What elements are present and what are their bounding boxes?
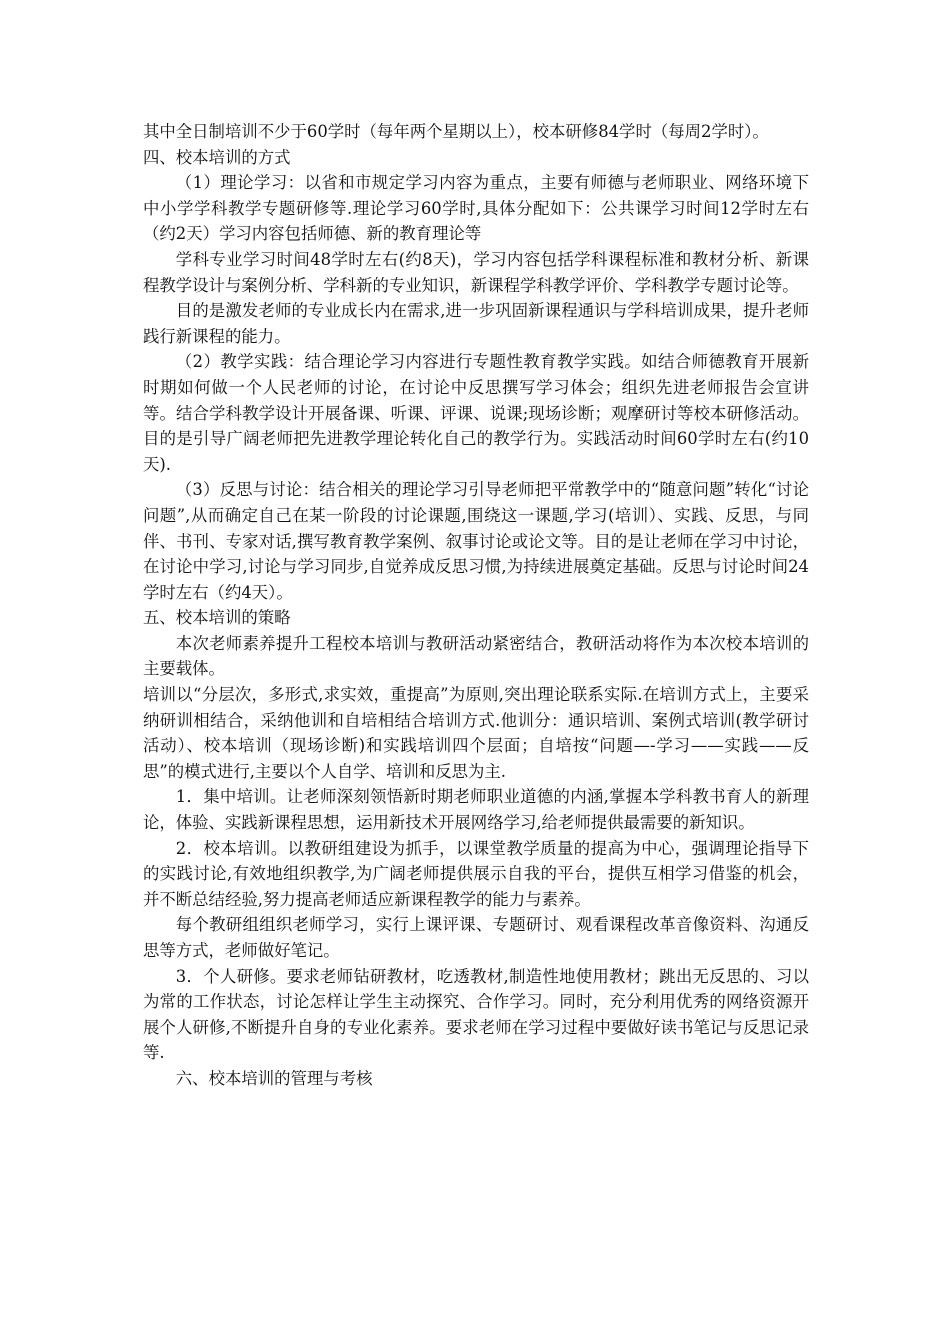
- paragraph-individual-study: 3．个人研修。要求老师钻研教材，吃透教材,制造性地使用教材；跳出无反思的、习以为常的工作状态，讨论怎样让学生主动探究、合作学习。同时，充分利用优秀的网络资源开展个人研修,不断提升自身的专业化素养。要求老师在学习过程中要做好读书笔记与反思记录等.: [143, 966, 809, 1063]
- paragraph-theory-study: （1）理论学习：以省和市规定学习内容为重点，主要有师德与老师职业、网络环境下中小学学科教学专题研修等.理论学习60学时,具体分配如下：公共课学习时间12学时左右（约2天）学习内容包括师德、新的教育理论等: [143, 173, 809, 244]
- document-body: [143, 119, 809, 1092]
- paragraph-school-based-training: 2．校本培训。以教研组建设为抓手，以课堂教学质量的提高为中心，强调理论指导下的实践讨论,有效地组织教学,为广阔老师提供展示自我的平台，提供互相学习借鉴的机会，并不断总结经验,努力提高老师适应新课程教学的能力与素养。: [143, 838, 809, 909]
- section-heading-training-strategy: 五、校本培训的策略: [143, 608, 291, 628]
- paragraph-centralized-training: 1．集中培训。让老师深刻领悟新时期老师职业道德的内涵,掌握本学科教书育人的新理论，体验、实践新课程思想，运用新技术开展网络学习,给老师提供最需要的新知识。: [143, 787, 809, 833]
- paragraph-purpose: 目的是激发老师的专业成长内在需求,进一步巩固新课程通识与学科培训成果，提升老师践行新课程的能力。: [143, 301, 809, 346]
- paragraph-strategy-intro: 本次老师素养提升工程校本培训与教研活动紧密结合，教研活动将作为本次校本培训的主要载体。: [143, 633, 809, 679]
- paragraph-subject-study: 学科专业学习时间48学时左右(约8天)，学习内容包括学科课程标准和教材分析、新课程教学设计与案例分析、学科新的专业知识，新课程学科教学评价、学科教学专题讨论等。: [143, 249, 809, 295]
- section-heading-management-assessment: 六、校本培训的管理与考核: [175, 1068, 373, 1088]
- paragraph-training-principles: 培训以“分层次，多形式,求实效，重提高”为原则,突出理论联系实际.在培训方式上，主要采纳研训相结合，采纳他训和自培相结合培训方式.他训分：通识培训、案例式培训(教学研讨活动）、校本培训（现场诊断)和实践培训四个层面；自培按“问题—-学习——实践——反思”的模式进行,主要以个人自学、培训和反思为主.: [143, 685, 809, 781]
- paragraph-reflection-discussion: （3）反思与讨论：结合相关的理论学习引导老师把平常教学中的“随意问题”转化“讨论问题”,从而确定自己在某一阶段的讨论课题,围绕这一课题,学习(培训）、实践、反思，与同伴、书刊、专家对话,撰写教育教学案例、叙事讨论或论文等。目的是让老师在学习中讨论，在讨论中学习,讨论与学习同步,自觉养成反思习惯,为持续进展奠定基础。反思与讨论时间24学时左右（约4天）。: [143, 480, 809, 602]
- paragraph-teaching-practice: （2）教学实践：结合理论学习内容进行专题性教育教学实践。如结合师德教育开展新时期如何做一个人民老师的讨论，在讨论中反思撰写学习体会；组织先进老师报告会宣讲等。结合学科教学设计开展备课、听课、评课、说课;现场诊断；观摩研讨等校本研修活动。目的是引导广阔老师把先进教学理论转化自己的教学行为。实践活动时间60学时左右(约10天).: [143, 352, 809, 474]
- paragraph-teaching-group: 每个教研组组织老师学习，实行上课评课、专题研讨、观看课程改革音像资料、沟通反思等方式，老师做好笔记。: [143, 915, 809, 960]
- section-heading-training-methods: 四、校本培训的方式: [143, 147, 291, 167]
- paragraph-hours-summary: 其中全日制培训不少于60学时（每年两个星期以上），校本研修84学时（每周2学时）。: [143, 122, 769, 141]
